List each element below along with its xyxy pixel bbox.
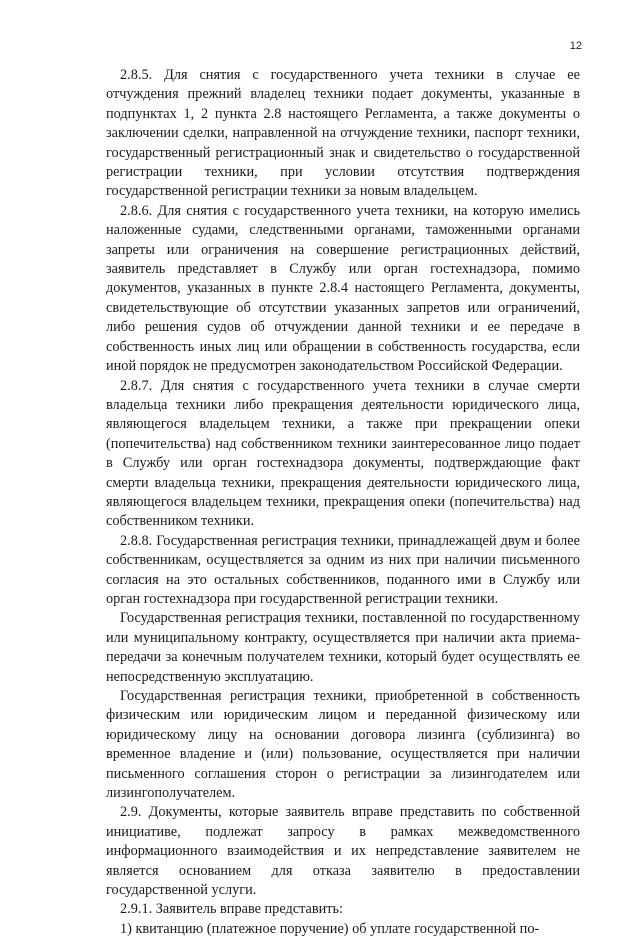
paragraph-2-8-6: 2.8.6. Для снятия с государственного учета техники, на которую имелись наложенные судами, следственными органами, таможенными органами запреты или ограничения на совершение регистрационных действий, заявитель представляет в Службу или орган гостехнадзора, помимо документов, указанных в пункте 2.8.4 настоящего Регламента, документы, свидетельствующие об отсутствии указанных запретов или ограничений, либо решения судов об отчуждении данной техники и ее передаче в собственность иных лиц или обращении в собственность государства, если иной порядок не предусмотрен законодательством Российской Федерации. bbox=[106, 202, 580, 375]
list-item-1: 1) квитанцию (платежное поручение) об уплате государственной по- bbox=[120, 920, 540, 937]
paragraph-state-contract: Государственная регистрация техники, поставленной по государственному или муниципальному контракту, осуществляется при наличии акта приема-передачи за конечным получателем техники, который будет осуществлять ее непосредственную эксплуатацию. bbox=[106, 610, 580, 685]
paragraph-leasing: Государственная регистрация техники, приобретенной в собственность физическим или юридическим лицом и переданной физическому или юридическому лицу на основании договора лизинга (сублизинга) во временное владение и (или) пользование, осуществляется при наличии письменного соглашения сторон о регистрации за лизингодателем или лизингополучателем. bbox=[106, 688, 580, 802]
page-number: 12 bbox=[569, 40, 582, 52]
paragraph-2-8-8: 2.8.8. Государственная регистрация техники, принадлежащей двум и более собственникам, осуществляется за одним из них при наличии письменного согласия на это остальных собственников, поданного ими в Службу или орган гостехнадзора при государственной регистрации техники. bbox=[106, 532, 580, 607]
paragraph-2-9-1: 2.9.1. Заявитель вправе представить: bbox=[120, 901, 344, 918]
paragraph-2-9: 2.9. Документы, которые заявитель вправе представить по собственной инициативе, подлежат запросу в рамках межведомственного информационного взаимодействия и их непредставление заявителем не является основанием для отказа заявителю в предоставлении государственной услуги. bbox=[106, 804, 580, 899]
document-body bbox=[106, 66, 580, 939]
paragraph-2-8-5: 2.8.5. Для снятия с государственного учета техники в случае ее отчуждения прежний владелец техники подает документы, указанные в подпунктах 1, 2 пункта 2.8 настоящего Регламента, а также документы о заключении сделки, направленной на отчуждение техники, паспорт техники, государственный регистрационный знак и свидетельство о государственной регистрации техники, при условии отсутствия подтверждения государственной регистрации техники за новым владельцем. bbox=[106, 67, 580, 200]
paragraph-2-8-7: 2.8.7. Для снятия с государственного учета техники в случае смерти владельца техники либо прекращения деятельности юридического лица, являющегося владельцем техники, а также при прекращении опеки (попечительства) над собственником техники заинтересованное лицо подает в Службу или орган гостехнадзора документы, подтверждающие факт смерти владельца техники, прекращения деятельности юридического лица, являющегося владельцем техники, прекращения опеки (попечительства) над собственником техники. bbox=[106, 377, 580, 530]
